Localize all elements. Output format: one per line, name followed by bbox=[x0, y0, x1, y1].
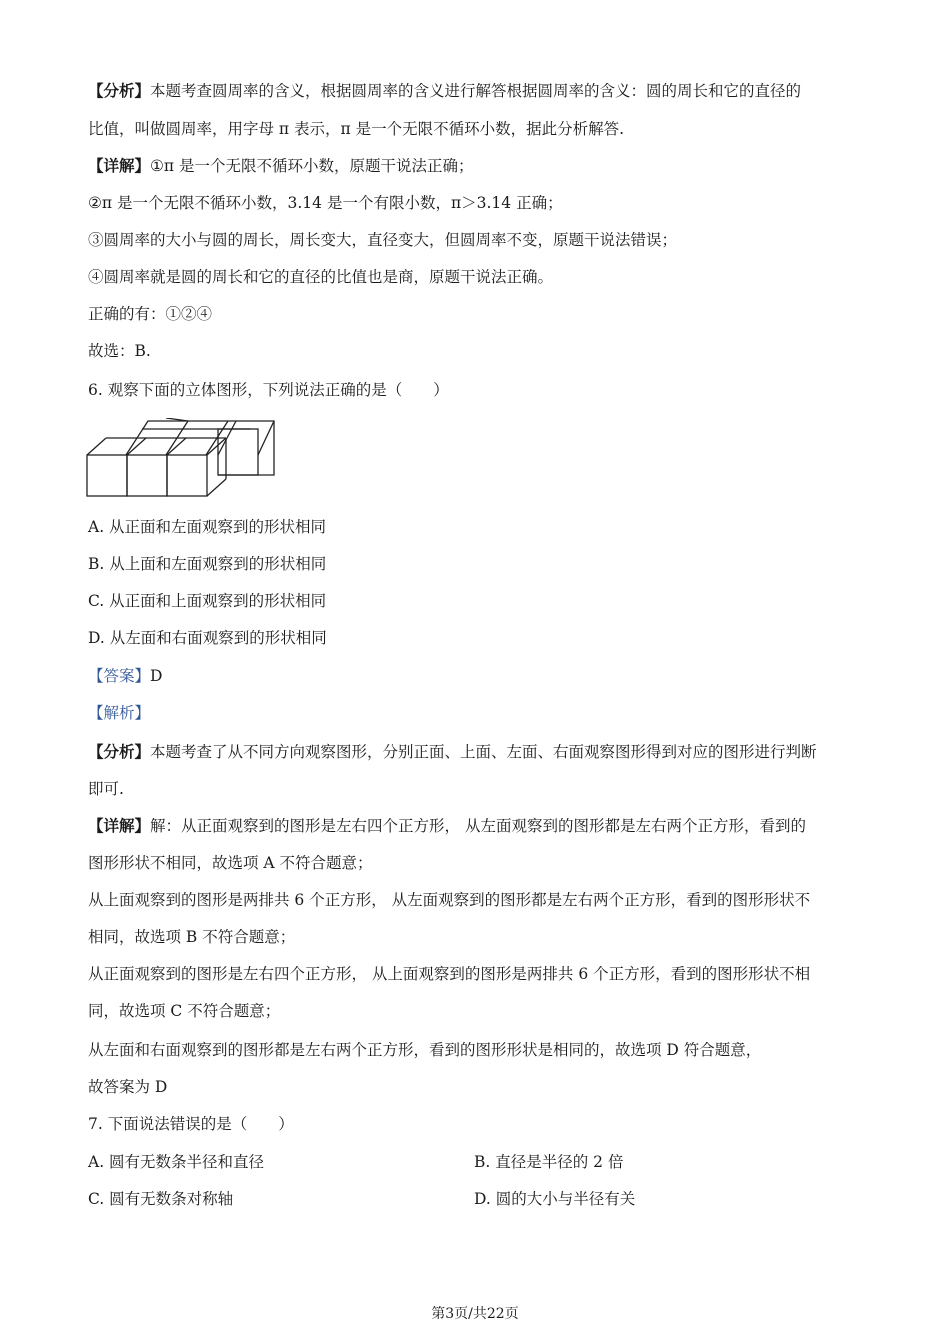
explain-tag: 【解析】 bbox=[88, 704, 151, 722]
detail-item-4: ④圆周率就是圆的周长和它的直径的比值也是商，原题干说法正确。 bbox=[88, 268, 554, 286]
cube-edge bbox=[127, 438, 146, 455]
cube-edge bbox=[258, 421, 274, 455]
q7-option-a: A. 圆有无数条半径和直径 bbox=[88, 1153, 265, 1171]
q6-analysis-line-1: 【分析】本题考查了从不同方向观察图形，分别正面、上面、左面、右面观察图形得到对应的图形进行判断 bbox=[88, 742, 817, 761]
q7-option-d: D. 圆的大小与半径有关 bbox=[474, 1190, 636, 1208]
q6-detail-line-1: 【详解】解：从正面观察到的图形是左右四个正方形， 从左面观察到的图形都是左右两个正方形，看到的 bbox=[88, 816, 806, 835]
answer-tag: 【答案】 bbox=[88, 667, 151, 685]
q6-conclusion: 故答案为 D bbox=[88, 1078, 168, 1096]
q6-option-d: D. 从左面和右面观察到的形状相同 bbox=[88, 629, 327, 647]
detail-item-2: ②π 是一个无限不循环小数，3.14 是一个有限小数，π＞3.14 正确； bbox=[88, 194, 563, 212]
detail-item-1: 【详解】①π 是一个无限不循环小数，原题干说法正确； bbox=[88, 156, 474, 175]
analysis-line-2: 比值，叫做圆周率，用字母 π 表示，π 是一个无限不循环小数，据此分析解答. bbox=[88, 120, 625, 138]
analysis-tag: 【分析】 bbox=[88, 81, 151, 100]
cube-edge bbox=[207, 479, 226, 496]
front-cube-2 bbox=[127, 455, 167, 496]
q6-detail-line-6: 同，故选项 C 不符合题意； bbox=[88, 1002, 281, 1020]
analysis-line-1: 【分析】本题考查圆周率的含义，根据圆周率的含义进行解答根据圆周率的含义：圆的周长和它的直径的 bbox=[88, 81, 802, 100]
question-6-stem: 6. 观察下面的立体图形，下列说法正确的是（ ） bbox=[88, 381, 449, 399]
front-cube-1 bbox=[87, 455, 127, 496]
q6-analysis-tag: 【分析】 bbox=[88, 742, 151, 761]
q6-option-b: B. 从上面和左面观察到的形状相同 bbox=[88, 555, 327, 573]
q7-option-b: B. 直径是半径的 2 倍 bbox=[474, 1153, 624, 1171]
q6-detail-line-7: 从左面和右面观察到的图形都是左右两个正方形，看到的图形形状是相同的，故选项 D 符合题意， bbox=[88, 1041, 762, 1059]
cube-edge bbox=[167, 438, 186, 455]
q6-option-a: A. 从正面和左面观察到的形状相同 bbox=[88, 518, 327, 536]
right-cube-face bbox=[218, 429, 258, 475]
cube-stack-figure bbox=[86, 418, 281, 500]
detail-tag: 【详解】 bbox=[88, 156, 151, 175]
choice-line: 故选：B. bbox=[88, 342, 151, 360]
correct-items: 正确的有：①②④ bbox=[88, 305, 213, 323]
q6-detail-tag: 【详解】 bbox=[88, 816, 151, 835]
detail-item-3: ③圆周率的大小与圆的周长，周长变大，直径变大，但圆周率不变，原题干说法错误； bbox=[88, 231, 678, 249]
q7-option-c: C. 圆有无数条对称轴 bbox=[88, 1190, 234, 1208]
front-cube-3 bbox=[167, 455, 207, 496]
q6-detail-line-5: 从正面观察到的图形是左右四个正方形， 从上面观察到的图形是两排共 6 个正方形，看到的图形形状不相 bbox=[88, 965, 811, 983]
q6-detail-line-4: 相同，故选项 B 不符合题意； bbox=[88, 928, 296, 946]
q6-detail-line-3: 从上面观察到的图形是两排共 6 个正方形， 从左面观察到的图形都是左右两个正方形，看到的图形形状不 bbox=[88, 891, 811, 909]
answer-value: D bbox=[150, 667, 163, 685]
page-number: 第3页/共22页 bbox=[431, 1306, 519, 1322]
answer-line bbox=[88, 665, 162, 687]
question-7-stem: 7. 下面说法错误的是（ ） bbox=[88, 1115, 294, 1133]
q6-option-c: C. 从正面和上面观察到的形状相同 bbox=[88, 592, 327, 610]
cube-edge bbox=[87, 438, 106, 455]
q6-analysis-line-2: 即可. bbox=[88, 780, 124, 798]
q6-detail-line-2: 图形形状不相同，故选项 A 不符合题意； bbox=[88, 854, 373, 872]
